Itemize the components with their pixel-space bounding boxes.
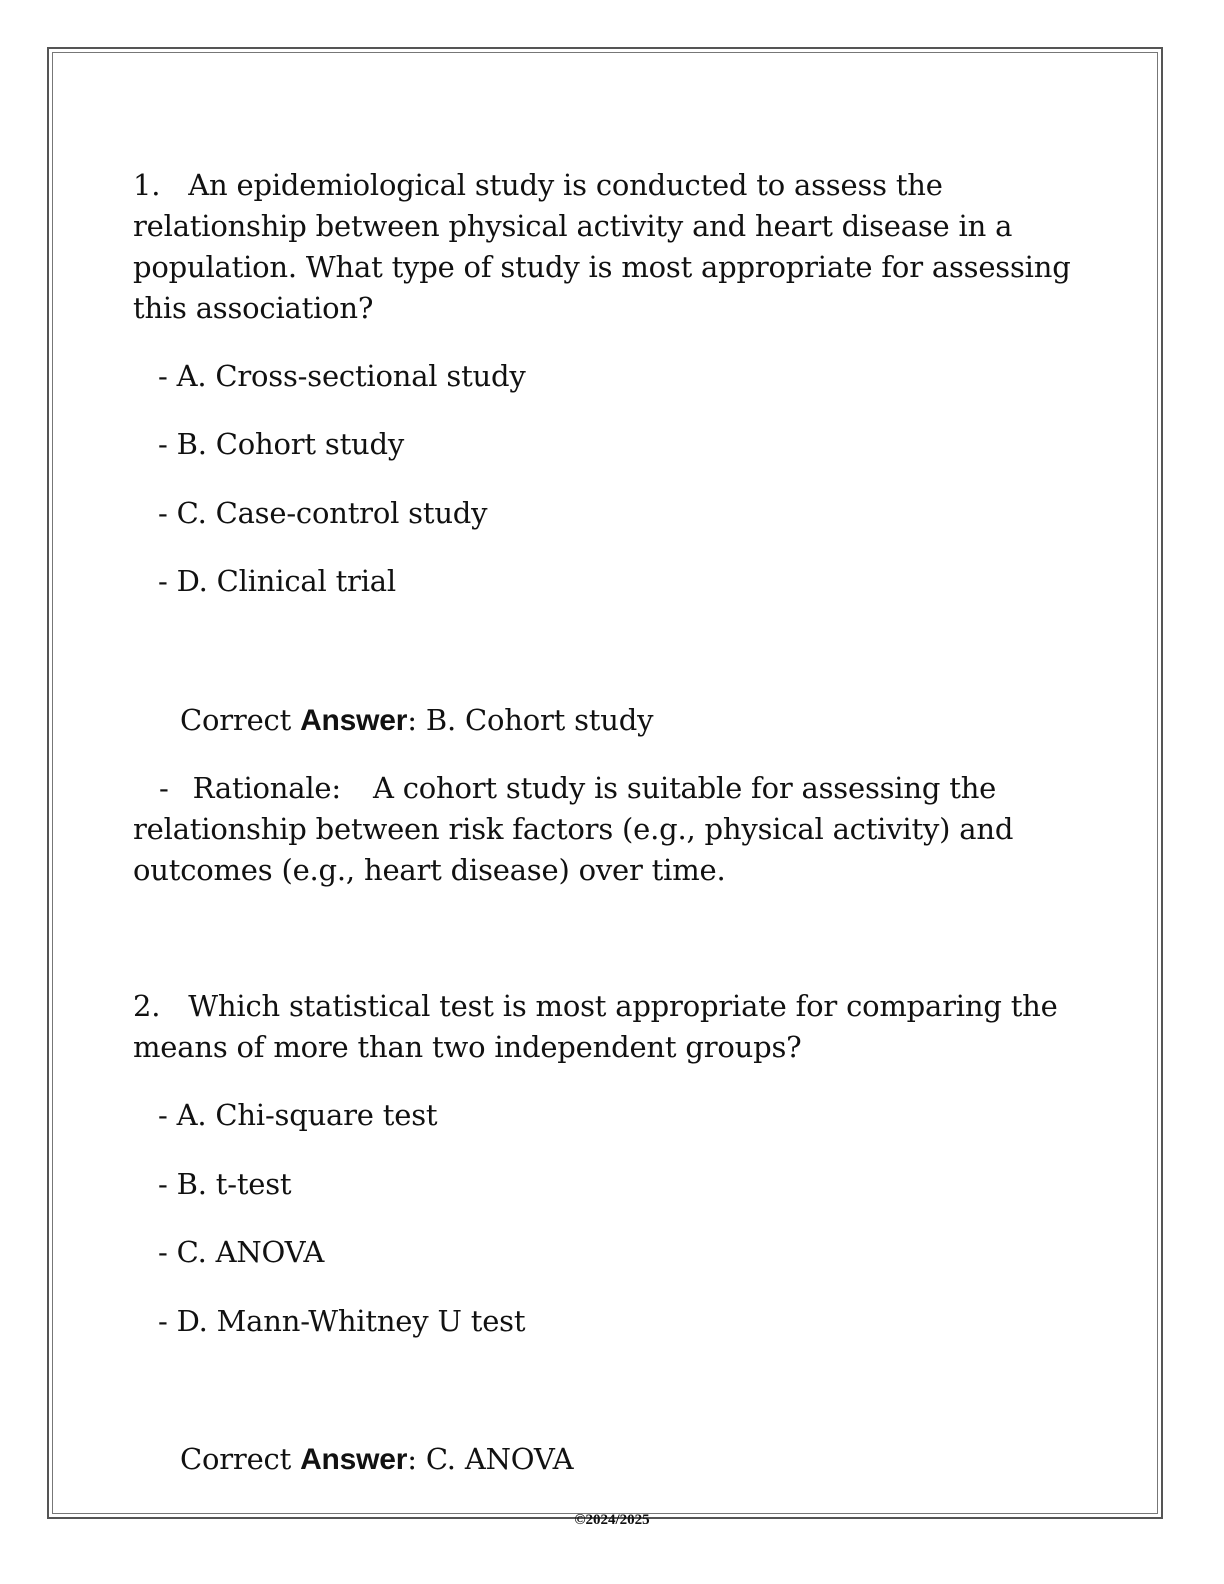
question-1-option-a: - A. Cross-sectional study	[158, 359, 526, 393]
question-1-option-b: - B. Cohort study	[158, 427, 405, 461]
question-2-option-b: - B. t-test	[158, 1167, 292, 1201]
question-1-option-d: - D. Clinical trial	[158, 564, 396, 598]
answer-value: : C. ANOVA	[407, 1442, 574, 1476]
question-2-text-line: Which statistical test is most appropriate for comparing the	[188, 989, 1058, 1023]
question-2-number: 2.	[133, 989, 161, 1023]
rationale-text-line: outcomes (e.g., heart disease) over time.	[133, 853, 726, 887]
question-1-text-line: relationship between physical activity and heart disease in a	[133, 209, 1013, 243]
question-2-correct-answer	[180, 1439, 573, 1480]
answer-label: Answer	[300, 704, 408, 737]
question-1-correct-answer	[180, 700, 653, 741]
question-2-text-line: means of more than two independent groups?	[133, 1030, 802, 1064]
question-1-text-line: An epidemiological study is conducted to assess the	[188, 168, 943, 202]
rationale-label: Rationale:	[192, 771, 341, 805]
question-2-option-d: - D. Mann-Whitney U test	[158, 1304, 526, 1338]
answer-label: Answer	[300, 1443, 408, 1476]
question-1-number: 1.	[133, 168, 161, 202]
question-1-text-line: this association?	[133, 291, 374, 325]
rationale-dash: -	[159, 771, 169, 805]
question-1-text-line: population. What type of study is most appropriate for assessing	[133, 250, 1071, 284]
question-2-option-a: - A. Chi-square test	[158, 1098, 438, 1132]
answer-prefix: Correct	[180, 703, 292, 737]
question-1-rationale-line-1	[159, 768, 996, 809]
question-1-option-c: - C. Case-control study	[158, 496, 488, 530]
rationale-text-line: A cohort study is suitable for assessing the	[372, 771, 997, 805]
rationale-text-line: relationship between risk factors (e.g., physical activity) and	[133, 812, 1014, 846]
answer-prefix: Correct	[180, 1442, 292, 1476]
question-1-line-1	[133, 165, 943, 206]
copyright-footer: ©2024/2025	[574, 1512, 650, 1528]
answer-value: : B. Cohort study	[407, 703, 654, 737]
question-2-option-c: - C. ANOVA	[158, 1235, 325, 1269]
question-2-line-1	[133, 986, 1058, 1027]
